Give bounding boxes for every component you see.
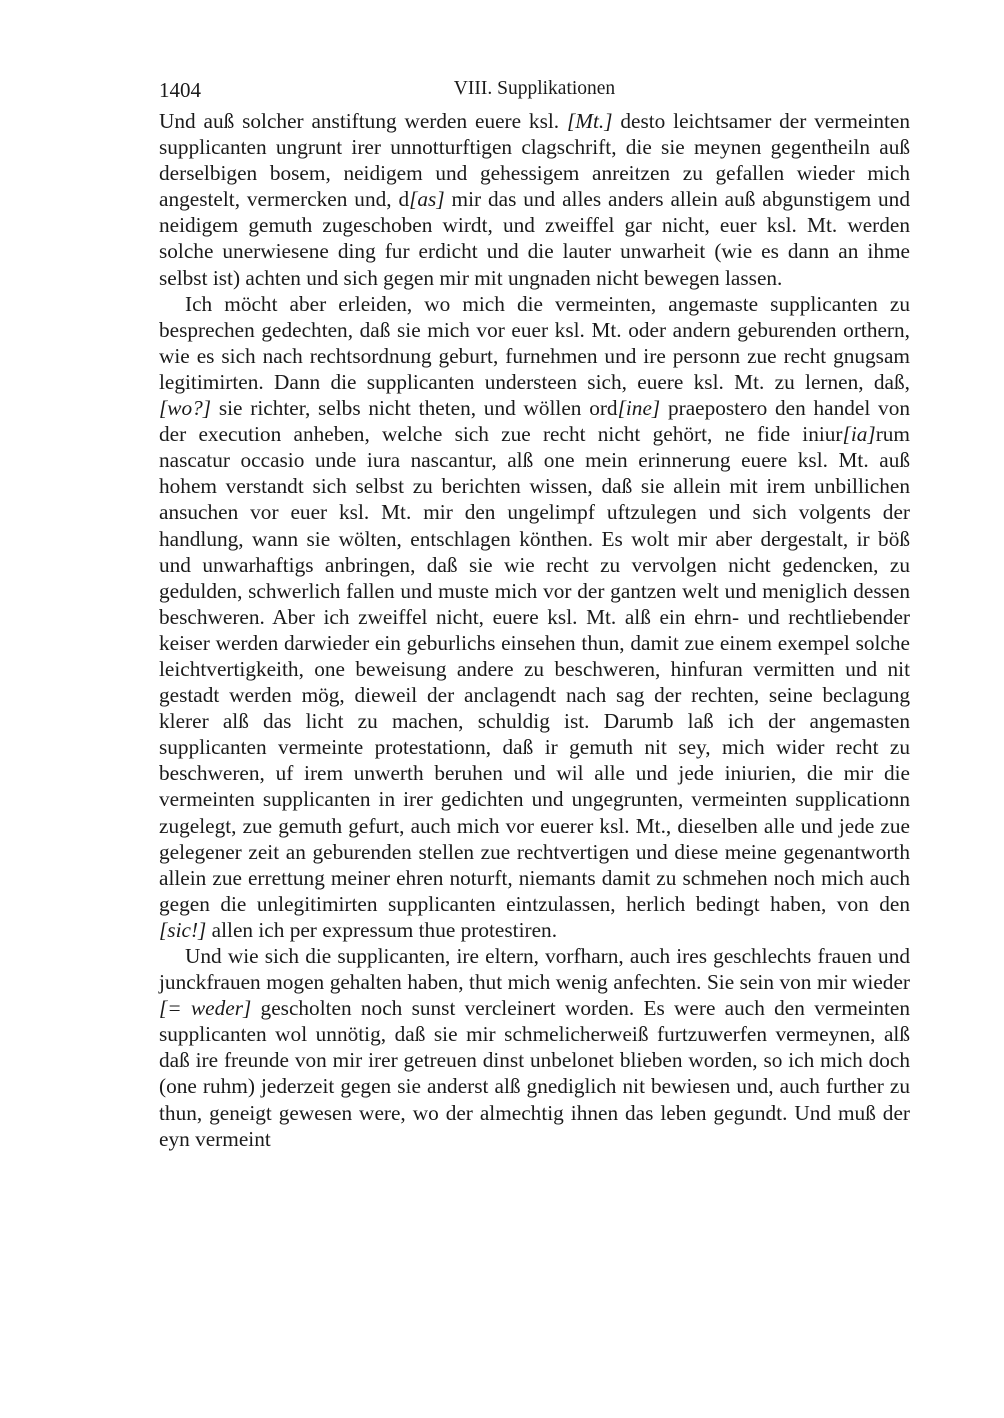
text-run: Und auß solcher anstiftung werden euere ksl. bbox=[159, 109, 567, 133]
text-run: praepostero den handel von der execution anheben, welche sich zue recht nicht gehört, ne fide iniur bbox=[159, 396, 910, 447]
editorial-insertion: [wo?] bbox=[159, 396, 212, 421]
page-number: 1404 bbox=[159, 78, 201, 102]
editorial-insertion: [sic!] bbox=[159, 917, 207, 942]
section-title: VIII. Supplikationen bbox=[453, 78, 616, 99]
paragraph bbox=[159, 108, 910, 291]
paragraph bbox=[159, 291, 910, 943]
text-run: Ich möcht aber erleiden, wo mich die vermeinten, angemaste supplicanten zu besprechen gedechten, daß sie mich vor euer ksl. Mt. oder andern geburenden orthern, wie es sich nach rechtsordnung geburt, furnehmen und ire personn zue recht gnugsam legitimirten. Dann die supplicanten understeen sich, euere ksl. Mt. zu lernen, daß, bbox=[159, 291, 910, 394]
text-run: allen ich per expressum thue protestiren. bbox=[206, 917, 558, 942]
text-run: sie richter, selbs nicht theten, und wöllen ord bbox=[211, 396, 618, 421]
editorial-insertion: [Mt.] bbox=[566, 109, 613, 133]
running-head bbox=[159, 78, 910, 108]
text-run: rum nascatur occasio unde iura nascantur, alß one mein erinnerung euere ksl. Mt. auß hohem verstandt sich selbst zu berichten wissen, daß sie allein mit irem unbillichen ansuchen vor euer ksl. Mt. mir den ungelimpf uftzulegen und sich volgents der handlung, wann sie wölten, entschlagen könthen. Es wolt mir aber dergestalt, ir böß und unwarhaftigs anbringen, daß sie wie recht zu vervolgen nicht gedencken, zu gedulden, schwerlich fallen und muste mich vor der gantzen welt und meniglich dessen beschweren. Aber ich zweiffel nicht, euere ksl. Mt. alß ein ehrn- und rechtliebender keiser werden darwieder ein geburlichs einsehen thun, damit zue einem exempel solche leichtvertigkeith, one beweisung andere zu beschweren, hinfuran vermitten und nit gestadt werden mög, dieweil der anclagendt nach sag der rechten, seine beclagung klerer alß das licht zu machen, schuldig ist. Darumb laß ich der angemasten supplicanten vermeinte protestationn, daß ir gemuth nit sey, mich wider recht zu beschweren, uf irem unwerth beruhen und wil alle und jede iniurien, die mir die vermeinten supplicanten in irer gedichten und ungegrunten, vermeinten supplicationn zugelegt, zue gemuth gefurt, auch mich vor euerer ksl. Mt., dieselben alle und jede zue gelegener zeit an geburenden stellen zue rechtvertigen und diese meine gegenantworth allein zue errettung meiner ehren noturft, niemants damit zu schmehen noch mich auch gegen die unlegitimirten supplicanten eintzulassen, herlich bedingt haben, von den bbox=[159, 422, 910, 916]
text-run: gescholten noch sunst vercleinert worden. Es were auch den vermeinten supplicanten wol unnötig, daß sie mir schmelicherweiß furtzuwerfen vermeynen, alß daß ire freunde von mir irer getreuen dinst unbelonet blieben worden, so ich mich doch (one ruhm) jederzeit gegen sie anderst alß gnediglich nit bewiesen und, auch further zu thun, geneigt gewesen were, wo der almechtig ihnen das leben gegundt. Und muß der eyn vermeint bbox=[159, 996, 910, 1151]
text-run: Und wie sich die supplicanten, ire eltern, vorfharn, auch ires geschlechts frauen und junckfrauen mogen gehalten haben, thut mich wenig anfechten. Sie sein von mir wieder bbox=[159, 944, 910, 995]
text-run: desto leichtsamer der vermeinten supplicanten ungrunt irer unnotturftigen clagschrift, die sie meynen gegentheiln auß derselbigen bosem, neidigem und gehessigem anreitzen zu gefallen wieder mich angestelt, vermercken und, d bbox=[159, 109, 910, 212]
body-text bbox=[159, 108, 910, 1152]
editorial-insertion: [as] bbox=[409, 187, 445, 212]
paragraph bbox=[159, 943, 910, 1152]
editorial-insertion: [ia] bbox=[842, 422, 876, 447]
text-run: mir das und alles anders allein auß abgunstigem und neidigem gemuth zugeschoben wirdt, und zweiffel gar nicht, euer ksl. Mt. werden solche unerwiesene ding fur erdicht und die lauter unwarheit (wie es dann an ihme selbst ist) achten und sich gegen mir mit ungnaden nicht bewegen lassen. bbox=[159, 187, 910, 290]
book-page bbox=[159, 78, 910, 1152]
editorial-insertion: [= weder] bbox=[159, 996, 252, 1021]
editorial-insertion: [ine] bbox=[617, 396, 661, 421]
